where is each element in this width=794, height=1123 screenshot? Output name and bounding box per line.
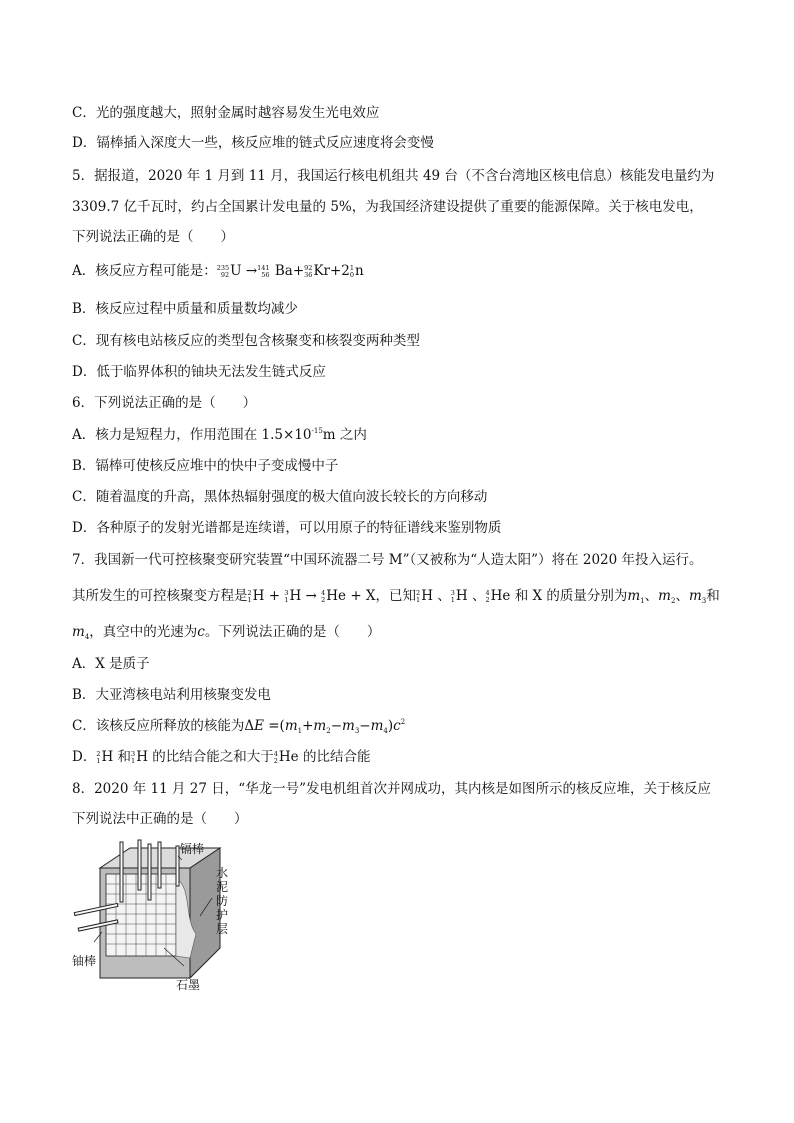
- option-6A: A．核力是短程力，作用范围在 $1.5\times 10^{-15}m$ 之内: [72, 427, 367, 443]
- option-4C: C．光的强度越大，照射金属时越容易发生光电效应: [72, 105, 380, 121]
- option-6D: D．各种原子的发射光谱都是连续谱，可以用原子的特征谱线来鉴别物质: [72, 520, 502, 536]
- option-5B: B．核反应过程中质量和质量数均减少: [72, 301, 298, 317]
- option-5A: A．核反应方程可能是： 235 92 U → 141 56 Ba+ 92 36 Kr+2 1 0 n: [72, 263, 364, 279]
- question-5-stem-3: 下列说法正确的是（ ）: [72, 229, 234, 245]
- label-cement-char: 层: [216, 922, 229, 936]
- option-5C: C．现有核电站核反应的类型包含核聚变和核裂变两种类型: [72, 333, 420, 349]
- option-7A: A．X 是质子: [72, 656, 150, 672]
- label-cadmium-rod: 镉棒: [180, 842, 205, 856]
- reactor-figure: [72, 838, 252, 998]
- option-6B: B．镉棒可使核反应堆中的快中子变成慢中子: [72, 458, 339, 474]
- option-4D: D．镉棒插入深度大一些，核反应堆的链式反应速度将会变慢: [72, 135, 434, 151]
- label-cement-char: 防: [216, 894, 229, 908]
- option-5D: D．低于临界体积的铀块无法发生链式反应: [72, 364, 326, 380]
- question-5-stem-2: 3309.7 亿千瓦时，约占全国累计发电量的 5%，为我国经济建设提供了重要的能源保障。关于核电发电，: [72, 199, 703, 215]
- option-7C: C．该核反应所释放的核能为$\Delta E =(m_1+m_2-m_3-m_4)c^2$: [72, 718, 406, 735]
- label-cement-layer: [216, 866, 230, 936]
- label-uranium-rod: 铀棒: [72, 954, 97, 968]
- question-8-stem-1: 8．2020 年 11 月 27 日，“华龙一号”发电机组首次并网成功，其内核是如图所示的核反应堆，关于核反应: [72, 781, 712, 797]
- label-cement-char: 泥: [216, 880, 229, 894]
- option-7D: D． 2 1 H 和 3 1 H 的比结合能之和大于 4 2 He 的比结合能: [72, 749, 371, 765]
- question-8-stem-2: 下列说法中正确的是（ ）: [72, 811, 248, 827]
- label-cement-char: 护: [216, 908, 229, 922]
- option-7B: B．大亚湾核电站利用核聚变发电: [72, 687, 271, 703]
- label-graphite: 石墨: [176, 978, 201, 992]
- question-7-stem-2: 其所发生的可控核聚变方程是 2 1 H + 3 1 H → 4 2 He + X，已知 2 1 H 、 3 1 H 、 4 2 He 和 X 的质量分别为$m_1$、$m_2$、$m_3$和: [72, 588, 720, 605]
- question-5-stem-1: 5．据报道，2020 年 1 月到 11 月，我国运行核电机组共 49 台（不含台湾地区核电信息）核能发电量约为: [72, 168, 715, 184]
- option-6C: C．随着温度的升高，黑体热辐射强度的极大值向波长较长的方向移动: [72, 489, 488, 505]
- label-cement-char: 水: [216, 866, 229, 880]
- question-6-stem: 6．下列说法正确的是（ ）: [72, 395, 257, 411]
- question-7-stem-1: 7．我国新一代可控核聚变研究装置“中国环流器二号 M”（又被称为“人造太阳”）将在 2020 年投入运行。: [72, 552, 703, 568]
- question-7-stem-3: $m_4$，真空中的光速为c。下列说法正确的是（ ）: [72, 624, 381, 641]
